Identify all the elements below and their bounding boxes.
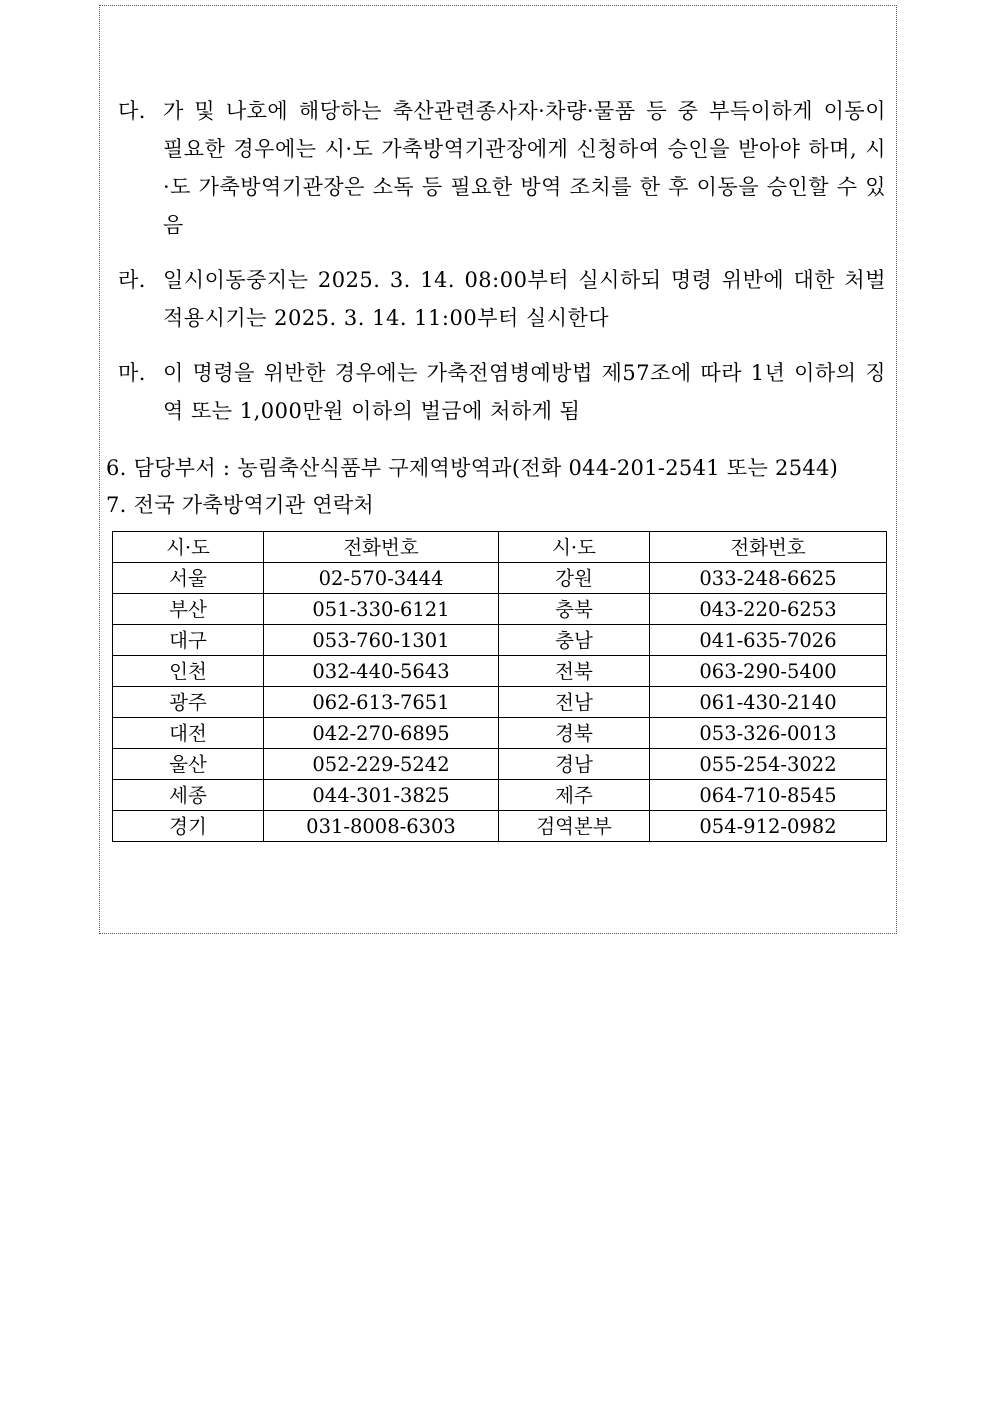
table-cell-phone: 054-912-0982 [650, 811, 887, 842]
table-row [113, 811, 887, 842]
table-row [113, 656, 887, 687]
table-cell-region: 세종 [113, 780, 264, 811]
document-content [106, 92, 886, 842]
table-cell-phone: 063-290-5400 [650, 656, 887, 687]
list-item-text: 가 및 나호에 해당하는 축산관련종사자·차량·물품 등 중 부득이하게 이동이 필요한 경우에는 시·도 가축방역기관장에게 신청하여 승인을 받아야 하며, 시·도 가축방역기관장은 소독 등 필요한 방역 조치를 한 후 이동을 승인할 수 있음 [163, 99, 886, 237]
column-header-phone: 전화번호 [650, 532, 887, 563]
table-cell-phone: 055-254-3022 [650, 749, 887, 780]
table-row [113, 749, 887, 780]
table-row [113, 625, 887, 656]
table-cell-region: 검역본부 [499, 811, 650, 842]
table-cell-phone: 042-270-6895 [264, 718, 499, 749]
table-cell-region: 전남 [499, 687, 650, 718]
table-header-row [113, 532, 887, 563]
table-cell-region: 제주 [499, 780, 650, 811]
table-cell-region: 대전 [113, 718, 264, 749]
list-marker: 라. [118, 268, 146, 292]
table-cell-region: 광주 [113, 687, 264, 718]
table-cell-region: 경북 [499, 718, 650, 749]
table-cell-region: 대구 [113, 625, 264, 656]
list-item-text: 이 명령을 위반한 경우에는 가축전염병예방법 제57조에 따라 1년 이하의 징역 또는 1,000만원 이하의 벌금에 처하게 됨 [163, 361, 886, 423]
table-cell-phone: 02-570-3444 [264, 563, 499, 594]
table-cell-phone: 052-229-5242 [264, 749, 499, 780]
table-cell-phone: 051-330-6121 [264, 594, 499, 625]
table-cell-phone: 061-430-2140 [650, 687, 887, 718]
table-cell-region: 충남 [499, 625, 650, 656]
table-row [113, 687, 887, 718]
table-cell-phone: 062-613-7651 [264, 687, 499, 718]
list-marker: 마. [118, 361, 146, 385]
section-responsible-department: 6. 담당부서 : 농림축산식품부 구제역방역과(전화 044-201-2541 또는 2544) [106, 456, 839, 480]
table-cell-phone: 044-301-3825 [264, 780, 499, 811]
table-cell-region: 부산 [113, 594, 264, 625]
table-cell-region: 전북 [499, 656, 650, 687]
table-cell-phone: 064-710-8545 [650, 780, 887, 811]
list-item-da [106, 92, 886, 244]
column-header-phone: 전화번호 [264, 532, 499, 563]
table-cell-region: 충북 [499, 594, 650, 625]
column-header-region: 시·도 [499, 532, 650, 563]
table-cell-phone: 033-248-6625 [650, 563, 887, 594]
list-marker: 다. [118, 99, 146, 123]
table-cell-phone: 053-326-0013 [650, 718, 887, 749]
column-header-region: 시·도 [113, 532, 264, 563]
table-cell-phone: 041-635-7026 [650, 625, 887, 656]
table-cell-phone: 031-8008-6303 [264, 811, 499, 842]
table-row [113, 594, 887, 625]
section-contacts-heading: 7. 전국 가축방역기관 연락처 [106, 493, 375, 517]
table-cell-region: 경남 [499, 749, 650, 780]
table-row [113, 718, 887, 749]
table-row [113, 563, 887, 594]
contacts-table [112, 531, 887, 842]
list-item-ma [106, 354, 886, 430]
table-cell-phone: 032-440-5643 [264, 656, 499, 687]
table-cell-region: 인천 [113, 656, 264, 687]
list-item-ra [106, 261, 886, 337]
table-row [113, 780, 887, 811]
list-item-text: 일시이동중지는 2025. 3. 14. 08:00부터 실시하되 명령 위반에 대한 처벌적용시기는 2025. 3. 14. 11:00부터 실시한다 [163, 268, 886, 330]
table-cell-phone: 053-760-1301 [264, 625, 499, 656]
table-cell-phone: 043-220-6253 [650, 594, 887, 625]
table-cell-region: 강원 [499, 563, 650, 594]
table-cell-region: 경기 [113, 811, 264, 842]
table-cell-region: 서울 [113, 563, 264, 594]
table-cell-region: 울산 [113, 749, 264, 780]
